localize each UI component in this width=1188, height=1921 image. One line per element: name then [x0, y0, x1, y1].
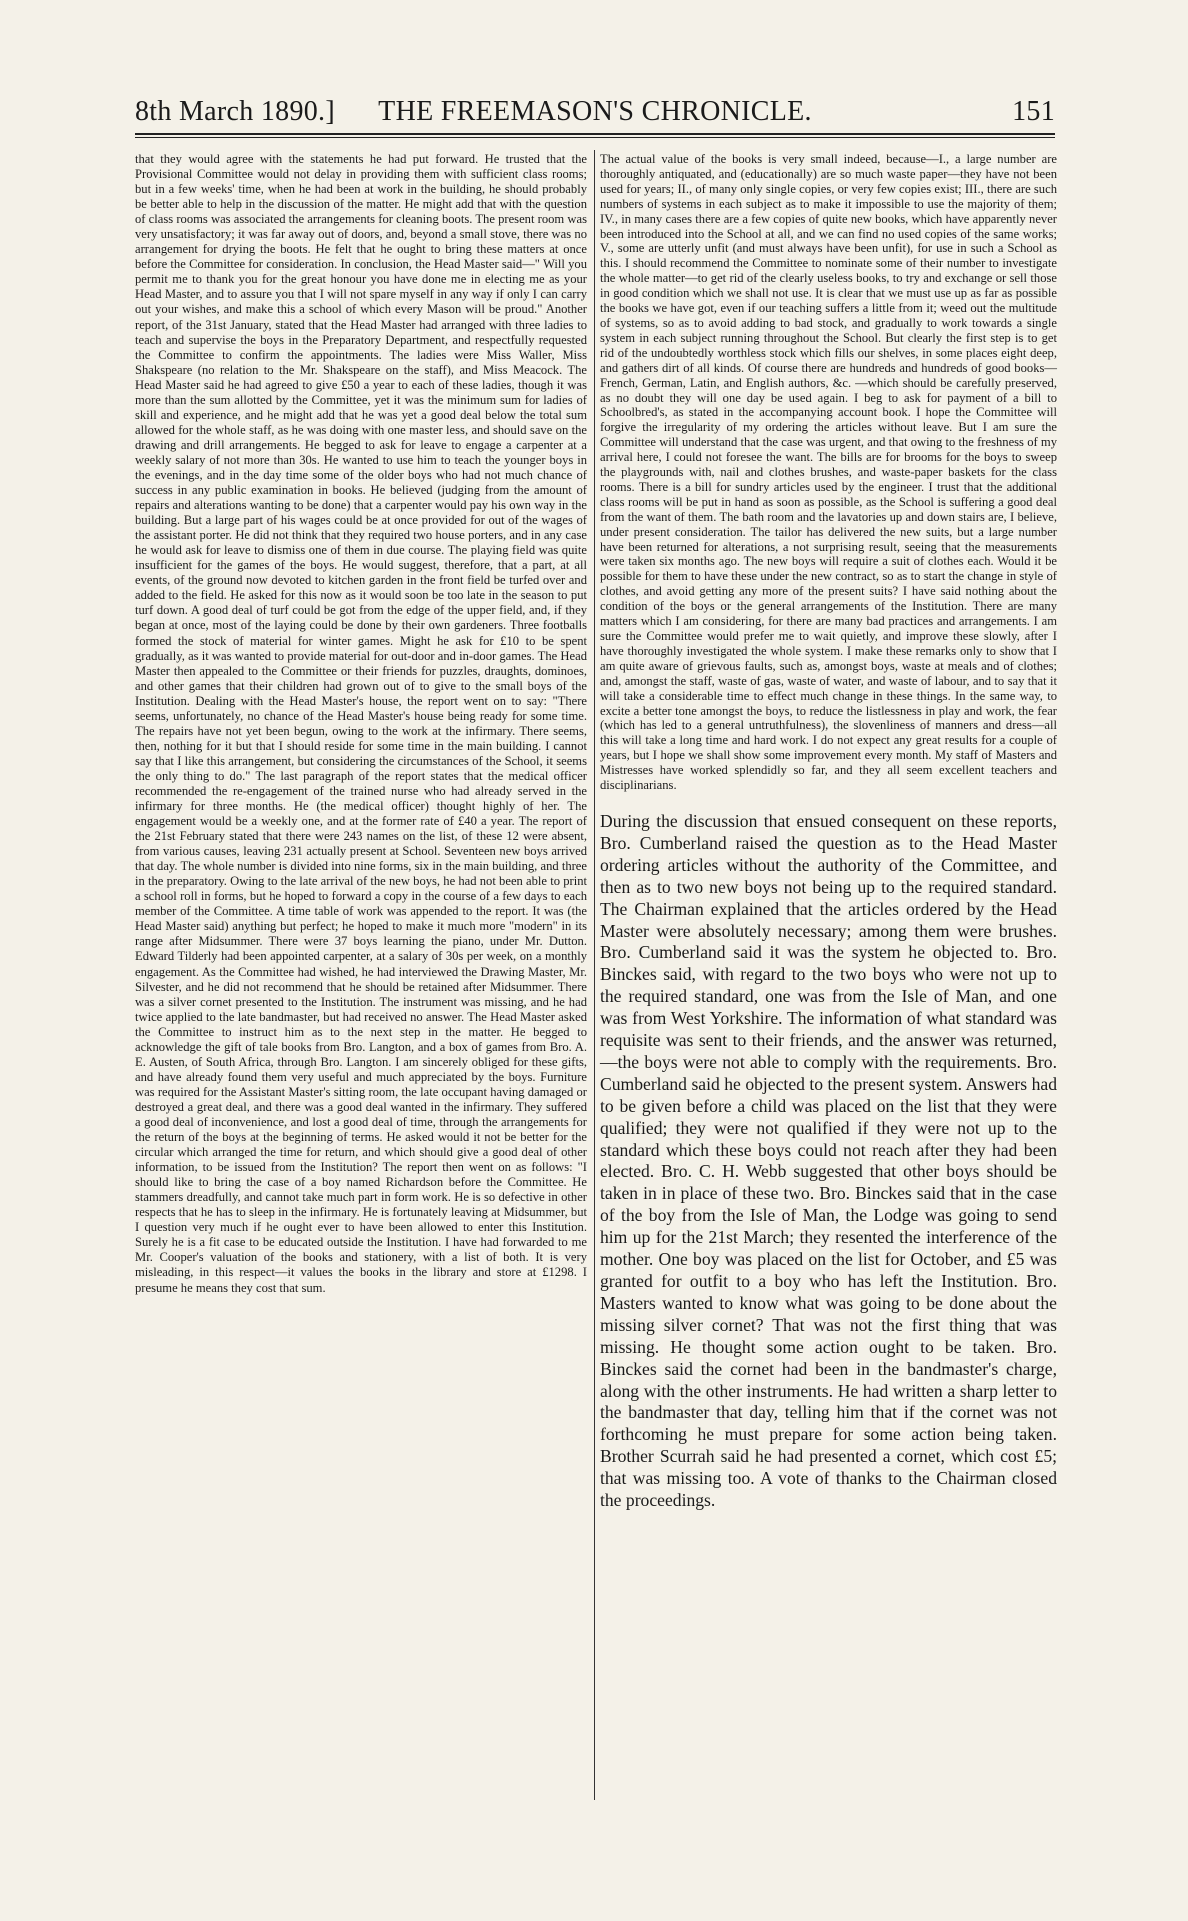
masthead	[135, 96, 1055, 130]
right-column-text: The actual value of the books is very small indeed, because—I., a large number are thoroughly antiquated, and (educationally) are so much waste paper—they have not been used for years; II., of many only single copies, or very few copies exist; III., there are such numbers of systems in each subject as to make it impossible to use the majority of them; IV., in many cases there are a few copies of quite new books, which have apparently never been introduced into the School at all, and we can find no used copies of the same works; V., some are utterly unfit (and must always have been unfit), for use in such a School as this. I should recommend the Committee to nominate some of their number to investigate the whole matter—to get rid of the clearly useless books, to try and exchange or sell those in good condition which we shall not use. It is clear that we must use up as far as possible the books we have got, even if our teaching suffers a little from it; weed out the multitude of systems, so as to avoid adding to bad stock, and gradually to work towards a single system in each subject running throughout the School. But clearly the first step is to get rid of the undoubtedly worthless stock which fills our shelves, in some places eight deep, and gathers dirt of all kinds. Of course there are hundreds and hundreds of good books—French, German, Latin, and English authors, &c. —which should be carefully preserved, as no doubt they will one day be used again. I beg to ask for payment of a bill to Schoolbred's, as stated in the accompanying account book. I hope the Committee will forgive the irregularity of my ordering the articles without leave. But I am sure the Committee will understand that the case was urgent, and that owing to the freshness of my arrival here, I could not foresee the want. The bills are for brooms for the boys to sweep the playgrounds with, nail and clothes brushes, and waste-paper baskets for the class rooms. There is a bill for sundry articles used by the engineer. I trust that the additional class rooms will be put in hand as soon as possible, as the School is suffering a good deal from the want of them. The bath room and the lavatories up and down stairs are, I believe, under present consideration. The tailor has delivered the new suits, but a large number have been returned for alterations, a not surprising result, seeing that the measurements were taken six months ago. The new boys will require a suit of clothes each. Would it be possible for them to have these under the new contract, so as to start the change in style of clothes, and avoid getting any more of the present suits? I have said nothing about the condition of the boys or the general arrangements of the Institution. There are many matters which I am considering, for there are many bad practices and arrangements. I am sure the Committee would prefer me to wait quietly, and improve these slowly, after I have thoroughly investigated the whole system. I make these remarks only to show that I am quite aware of grievous faults, such as, amongst boys, waste at meals and of clothes; and, amongst the staff, waste of gas, waste of water, and waste of labour, and to say that it will take a considerable time to effect much change in these things. In the same way, to excite a better tone amongst the boys, to reduce the listlessness in play and work, the fear (which has led to a general untruthfulness), the slovenliness of manners and dress—all this will take a long time and hard work. I do not expect any great results for a couple of years, but I hope we shall show some improvement every month. My staff of Masters and Mistresses have worked splendidly so far, and they all seem excellent teachers and disciplinarians.	[600, 152, 1057, 793]
issue-date: 8th March 1890.]	[135, 96, 335, 127]
column-divider	[594, 150, 595, 1800]
header-rule	[135, 133, 1055, 135]
header-rule-thin	[135, 137, 1055, 138]
discussion-paragraph: During the discussion that ensued consequent on these reports, Bro. Cumberland raised the question as to the Head Master ordering articles without the authority of the Committee, and then as to two new boys not being up to the required standard. The Chairman explained that the articles ordered by the Head Master were absolutely necessary; among them were brushes. Bro. Cumberland said it was the system he objected to. Bro. Binckes said, with regard to the two boys who were not up to the required standard, one was from the Isle of Man, and one was from West Yorkshire. The information of what standard was requisite was sent to their friends, and the answer was returned,—the boys were not able to comply with the requirements. Bro. Cumberland said he objected to the present system. Answers had to be given before a child was placed on the list that they were qualified; they were not qualified if they were not up to the standard which these boys could not reach after they had been elected. Bro. C. H. Webb suggested that other boys should be taken in in place of these two. Bro. Binckes said that in the case of the boy from the Isle of Man, the Lodge was going to send him up for the 21st March; they resented the interference of the mother. One boy was placed on the list for October, and £5 was granted for outfit to a boy who has left the Institution. Bro. Masters wanted to know what was going to be done about the missing silver cornet? That was not the first thing that was missing. He thought some action ought to be taken. Bro. Binckes said the cornet had been in the bandmaster's charge, along with the other instruments. He had written a sharp letter to the bandmaster that day, telling him that if the cornet was not forthcoming he must prepare for some action being taken. Brother Scurrah said he had presented a cornet, which cost £5; that was missing too. A vote of thanks to the Chairman closed the proceedings.	[600, 810, 1057, 1511]
publication-title: THE FREEMASON'S CHRONICLE.	[378, 96, 812, 127]
right-column	[600, 152, 1057, 1512]
left-column-text: that they would agree with the statements he had put forward. He trusted that the Provisional Committee would not delay in providing them with sufficient class rooms; but in a few weeks' time, when he had been at work in the building, he should probably be better able to help in the discussion of the matter. He might add that with the question of class rooms was associated the arrangements for cleaning boots. The present room was very unsatisfactory; it was far away out of doors, and, beyond a small stove, there was no arrangement for drying the boots. He felt that he ought to bring these matters at once before the Committee for consideration. In conclusion, the Head Master said—" Will you permit me to thank you for the great honour you have done me in electing me as your Head Master, and to assure you that I will not spare myself in any way if only I can carry out your wishes, and make this a school of which every Mason will be proud." Another report, of the 31st January, stated that the Head Master had arranged with three ladies to teach and supervise the boys in the Preparatory Department, and respectfully requested the Committee to confirm the appointments. The ladies were Miss Waller, Miss Shakspeare (no relation to the Mr. Shakspeare on the staff), and Miss Meacock. The Head Master said he had agreed to give £50 a year to each of these ladies, though it was more than the sum allotted by the Committee, yet it was the minimum sum for ladies of skill and experience, and he might add that he was yet a good deal below the total sum allowed for the whole staff, as he was doing with one master less, and should save on the drawing and drill arrangements. He begged to ask for leave to engage a carpenter at a weekly salary of not more than 30s. He wanted to use him to teach the younger boys in the evenings, and in the day time some of the older boys who had not much chance of success in any public examination in books. He believed (judging from the amount of repairs and alterations wanting to be done) that a carpenter would pay his own way in the building. But a large part of his wages could be at once provided for out of the wages of the assistant porter. He did not think that they required two house porters, and in any case he would ask for leave to dismiss one of them in due course. The playing field was quite insufficient for the games of the boys. He would suggest, therefore, that a part, at all events, of the ground now devoted to kitchen garden in the front field be turfed over and added to the field. He asked for this now as it would soon be too late in the season to put turf down. A good deal of turf could be got from the edge of the upper field, and, if they began at once, most of the laying could be done by their own gardeners. Three footballs formed the stock of material for winter games. Might he ask for £10 to be spent gradually, as it was wanted to provide material for out-door and in-door games. The Head Master then appealed to the Committee or their friends for puzzles, draughts, dominoes, and other games that their children had grown out of to give to the small boys of the Institution. Dealing with the Head Master's house, the report went on to say: "There seems, unfortunately, no chance of the Head Master's house being ready for some time. The repairs have not yet been begun, owing to the work at the infirmary. There seems, then, nothing for it but that I should reside for some time in the main building. I cannot say that I like this arrangement, but considering the circumstances of the School, it seems the only thing to do." The last paragraph of the report states that the medical officer recommended the re-engagement of the trained nurse who had already served in the infirmary for three months. He (the medical officer) thought highly of her. The engagement would be a weekly one, and at the former rate of £40 a year. The report of the 21st February stated that there were 243 names on the list, of these 12 were absent, from various causes, leaving 231 actually present at School. Seventeen new boys arrived that day. The whole number is divided into nine forms, six in the main building, and three in the preparatory. Owing to the late arrival of the new boys, he had not been able to print a school roll in forms, but he hoped to forward a copy in the course of a few days to each member of the Committee. A time table of work was appended to the report. It was (the Head Master said) anything but perfect; he hoped to make it much more "modern" in its range after Midsummer. There were 37 boys learning the piano, under Mr. Dutton. Edward Tilderly had been appointed carpenter, at a salary of 30s per week, on a monthly engagement. As the Committee had wished, he had interviewed the Drawing Master, Mr. Silvester, and he did not recommend that he should be retained after Midsummer. There was a silver cornet presented to the Institution. The instrument was missing, and he had twice applied to the late bandmaster, but had received no answer. The Head Master asked the Committee to instruct him as to the next step in the matter. He begged to acknowledge the gift of tale books from Bro. Langton, and a box of games from Bro. A. E. Austen, of South Africa, through Bro. Langton. I am sincerely obliged for these gifts, and have already found them very useful and much appreciated by the boys. Furniture was required for the Assistant Master's sitting room, the late occupant having damaged or destroyed a great deal, and there was a good deal wanted in the infirmary. They suffered a good deal of inconvenience, and lost a good deal of time, through the arrangements for the return of the boys at the beginning of terms. He asked would it not be better for the circular which arranged the time for return, and which should give a good deal of other information, to be issued from the Institution? The report then went on as follows: "I should like to bring the case of a boy named Richardson before the Committee. He stammers dreadfully, and cannot take much part in form work. He is so defective in other respects that he has to sleep in the infirmary. He is fortunately leaving at Midsummer, but I question very much if he ought ever to have been allowed to enter this Institution. Surely he is a fit case to be educated outside the Institution. I have had forwarded to me Mr. Cooper's valuation of the books and stationery, with a list of both. It is very misleading, in this respect—it values the books in the library and store at £1298. I presume he means they cost that sum.	[135, 152, 587, 1295]
page-number: 151	[1012, 96, 1055, 127]
left-column	[135, 152, 587, 1296]
